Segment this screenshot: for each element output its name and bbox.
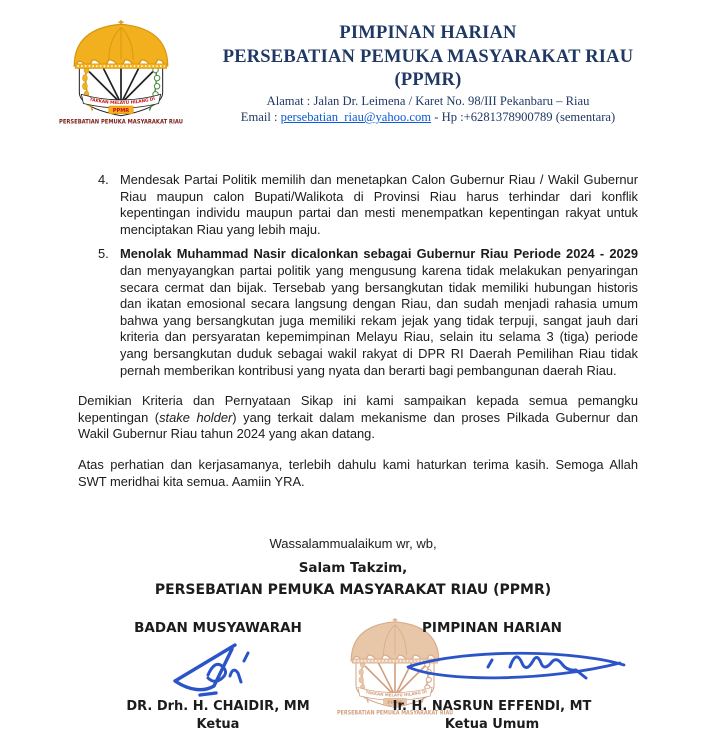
ppmr-logo-icon <box>58 18 184 126</box>
closing1-italic: stake holder <box>159 409 233 425</box>
letterhead <box>58 18 666 126</box>
letterhead-text <box>190 18 666 126</box>
email-label: Email : <box>240 110 281 125</box>
signature-left-area <box>98 637 338 699</box>
closing-paragraph-1 <box>78 393 638 443</box>
letterhead-title-line3: (PPMR) <box>394 70 462 90</box>
list-item-text <box>120 246 638 379</box>
signature-block-right <box>372 620 612 733</box>
closing1-post: ) yang terkait dalam mekanisme dan proses Pilkada Gubernur dan Wakil Gubernur Riau tahun 2024 yang akan datang. <box>78 409 639 442</box>
org-logo <box>58 18 190 126</box>
list-item-rest-text: dan menyayangkan partai politik yang mengusung karena tidak melakukan penyaringan secara cermat dan bijak. Tersebab yang bersangkutan tidak memiliki hubungan historis dan ikatan emosional secara langsung dengan Riau, dan sudah menjadi rahasia umum bahwa yang bersangkutan juga memiliki rekam jejak yang tidak terpuji, sangat jauh dari kriteria dan persyaratan kepemimpinan Melayu Riau, selain itu selama 3 (tiga) periode yang bersangkutan duduk sebagai wakil rakyat di DPR RI Daerah Pemilihan Riau tidak pernah memberikan kontribusi yang nyata dan berarti bagi pembangunan daerah Riau. <box>120 262 638 378</box>
signoff-block <box>0 536 706 598</box>
letterhead-contact <box>190 110 666 126</box>
list-item-bold-text: Menolak Muhammad Nasir dicalonkan sebagai Gubernur Riau Periode 2024 - 2029 <box>120 246 638 262</box>
letterhead-title-line1: PIMPINAN HARIAN <box>339 23 517 43</box>
signature-right-area <box>372 637 612 699</box>
signature-block-left <box>98 620 338 733</box>
email-link[interactable]: persebatian_riau@yahoo.com <box>280 110 432 125</box>
list-number: 5. <box>98 246 109 262</box>
closing1-pre: Demikian Kriteria dan Pernyataan Sikap ini kami sampaikan kepada semua pemangku kepentingan ( <box>78 393 638 425</box>
list-number: 4. <box>98 172 109 187</box>
signature-right-title: PIMPINAN HARIAN <box>422 620 562 636</box>
letterhead-title-line2: PERSEBATIAN PEMUKA MASYARAKAT RIAU <box>222 46 634 67</box>
closing-paragraph-2: Atas perhatian dan kerjasamanya, terlebih dahulu kami haturkan terima kasih. Semoga Allah SWT meridhai kita semua. Aamiin YRA. <box>78 456 638 489</box>
signature-right-role: Ketua Umum <box>444 717 540 732</box>
phone-text: - Hp :+6281378900789 (sementara) <box>431 110 616 125</box>
letterhead-address: Alamat : Jalan Dr. Leimena / Karet No. 98/III Pekanbaru – Riau <box>266 93 590 108</box>
salam-takzim-line: Salam Takzim, <box>298 560 408 576</box>
organization-line: PERSEBATIAN PEMUKA MASYARAKAT RIAU (PPMR) <box>154 582 552 598</box>
list-item-4 <box>78 172 638 238</box>
list-item-text: Mendesak Partai Politik memilih dan menetapkan Calon Gubernur Riau / Wakil Gubernur Riau maupun calon Bupati/Walikota di Provinsi Riau harus terhindar dari konflik kepentingan individu maupun partai dan mesti menempatkan kepentingan rakyat untuk menciptakan Riau yang lebih maju. <box>120 172 638 237</box>
signature-left-name: DR. Drh. H. CHAIDIR, MM <box>126 699 310 714</box>
signature-right-name: Ir. H. NASRUN EFFENDI, MT <box>392 699 592 714</box>
nasrun-signature <box>380 639 632 697</box>
chaidir-signature <box>142 639 292 699</box>
salutation-line: Wassalammualaikum wr, wb, <box>269 536 437 551</box>
signature-left-title: BADAN MUSYAWARAH <box>134 620 302 636</box>
signature-left-role: Ketua <box>196 717 240 732</box>
letter-body <box>78 172 638 490</box>
list-item-5 <box>78 246 638 379</box>
